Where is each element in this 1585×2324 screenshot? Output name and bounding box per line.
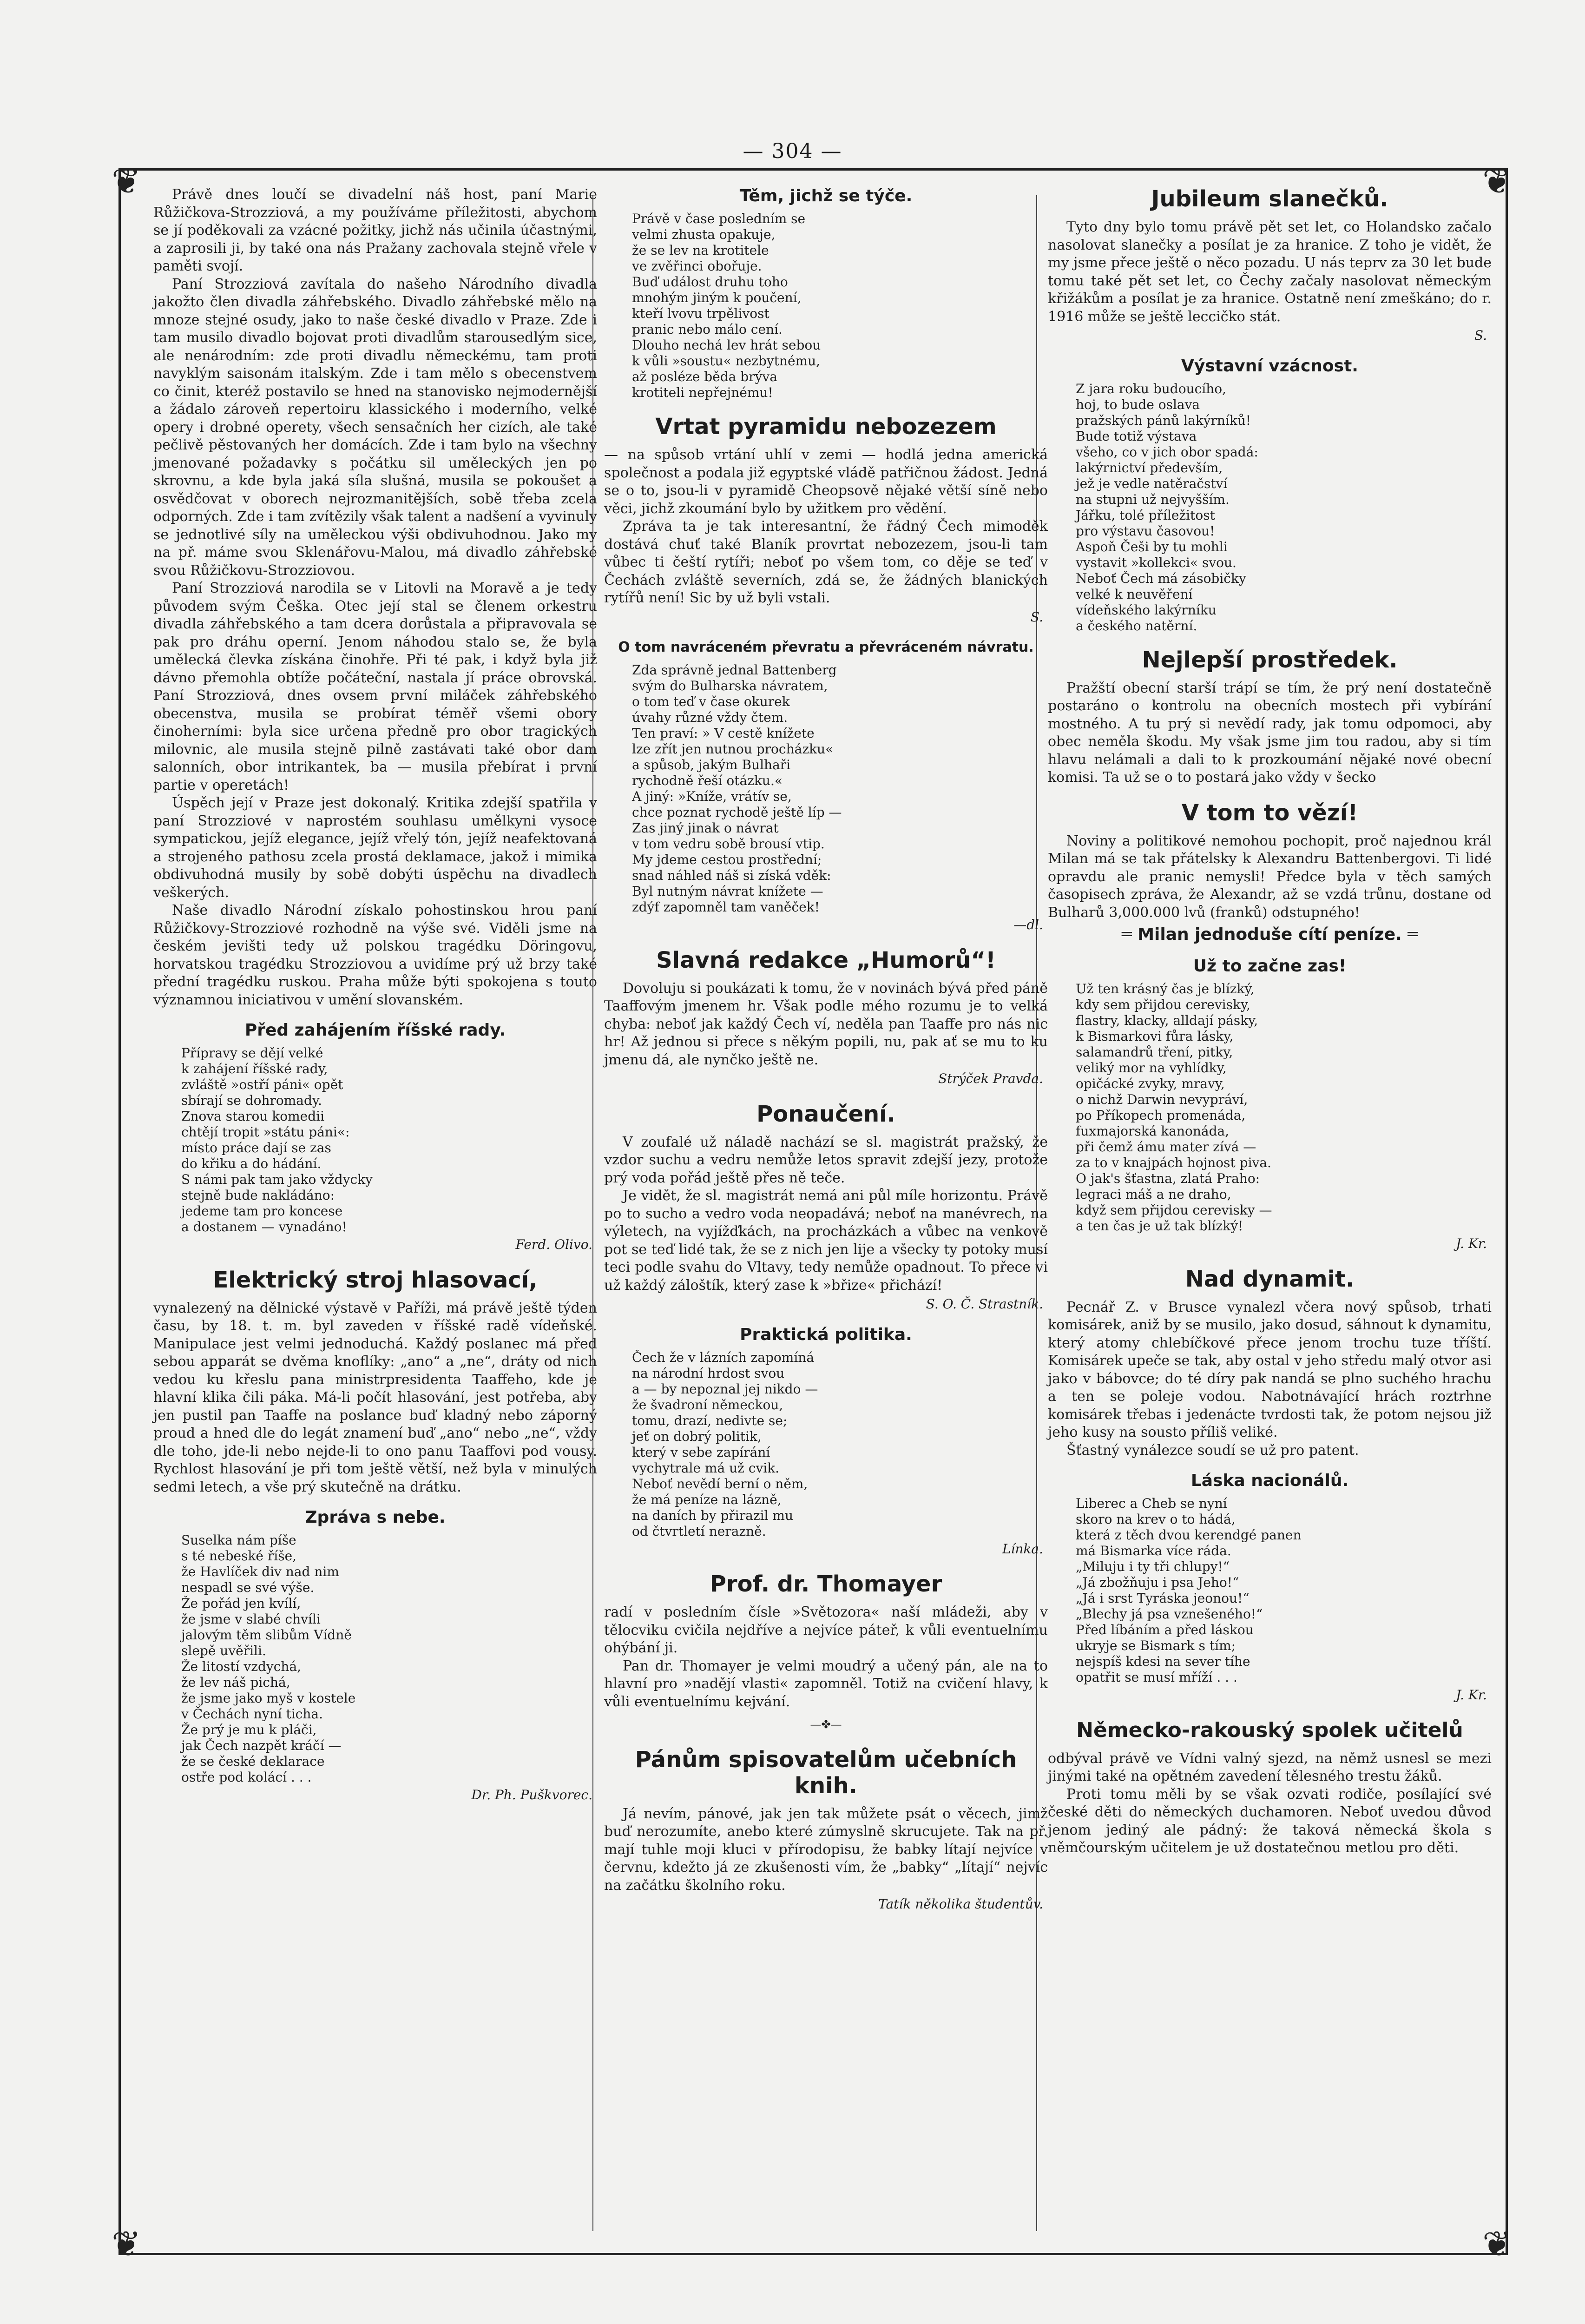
verse-line: hoj, to bude oslava [1076, 396, 1200, 412]
verse-line: o tom teď v čase okurek [632, 694, 790, 709]
poem-title: Těm, jichž se týče. [739, 186, 913, 205]
verse-line: zdýf zapomněl tam vaněček! [632, 899, 820, 915]
paragraph: radí v posledním čísle »Světozora« naší mládeži, aby v tělocviku cvičila nejdříve a nejvíce páteř, k vůli eventuelnímu ohýbání ji. [604, 1604, 1048, 1656]
verse-line: a ten čas je už tak blízký! [1076, 1218, 1243, 1234]
verse-line: kteří lvovu trpělivost [632, 306, 769, 321]
signature: Dr. Ph. Puškvorec. [471, 1787, 592, 1802]
verse-line: snad náhled náš si získá vděk: [632, 868, 831, 883]
poem-verse [181, 1532, 597, 1785]
signature: —dl. [1013, 917, 1043, 932]
verse-line: v tom vedru sobě brousí vtip. [632, 836, 825, 852]
verse-line: lakýrnictví především, [1076, 460, 1223, 475]
verse-line: a dostanem — vynadáno! [181, 1219, 347, 1235]
verse-line: jeť on dobrý politik, [632, 1428, 762, 1444]
verse-line: velmi zhusta opakuje, [632, 227, 776, 242]
verse-line: vídeňského lakýrníku [1076, 602, 1217, 618]
verse-line: v Čechách nyní ticha. [181, 1706, 323, 1722]
tagline [1048, 924, 1492, 945]
verse-line: Z jara roku budoucího, [1076, 381, 1227, 396]
verse-line: opičácké zvyky, mravy, [1076, 1076, 1225, 1091]
verse-line: ve zvěřinci obořuje. [632, 258, 762, 274]
verse-line: Suselka nám píše [181, 1532, 296, 1548]
verse-line: chce poznat rychodě ještě líp — [632, 805, 842, 820]
verse-line: pro výstavu časovou! [1076, 523, 1215, 539]
paragraph: — na spůsob vrtání uhlí v zemi — hodlá jedna americká společnost a podala již egyptské vládě patřičnou žádost. Jedná se o to, jsou-li v pyramidě Cheopsově nějaké větší síně nebo věci, jichž zkoumání bylo by užitkem pro vědění. [604, 447, 1048, 517]
verse-line: My jdeme cestou prostřední; [632, 852, 822, 867]
tagline-bar-icon: ═ [1121, 925, 1138, 944]
corner-ornament-icon: ❦ [1482, 2223, 1512, 2265]
poem-verse [1076, 1496, 1492, 1685]
verse-line: jak Čech nazpět kráčí — [181, 1738, 342, 1753]
verse-line: Znova starou komedii [181, 1109, 325, 1124]
article-title: Slavná redakce „Humorů“! [656, 947, 996, 973]
verse-line: Před líbáním a před láskou [1076, 1622, 1254, 1637]
tagline-bar-icon: ═ [1401, 925, 1418, 944]
column-2 [604, 186, 1048, 1915]
verse-line: že lev náš pichá, [181, 1675, 290, 1690]
signature: S. [1474, 328, 1487, 343]
column-1 [153, 186, 597, 1806]
paragraph: Pecnář Z. v Brusce vynalezl včera nový spůsob, trhati komisárek, aniž by se musilo, jako dosud, sáhnout k dynamitu, který atomy chlebíčkové přece jenom trochu tuze tříští. Komisárek upeče se tak, aby ostal v jeho středu malý otvor asi jako v bábovce; do té díry pak nandá se plno suchého hrachu a ten se poleje vodou. Nabotnávající hrách roztrhne komisárek třebas i jedenácte tvrdosti tak, že potom nejsou již jeho kusy na sousto příliš veliké. [1048, 1299, 1492, 1440]
signature: S. O. Č. Strastník. [926, 1296, 1043, 1312]
verse-line: mnohým jiným k poučení, [632, 290, 802, 305]
verse-line: zvláště »ostří páni« opět [181, 1077, 343, 1092]
verse-line: a spůsob, jakým Bulhaři [632, 757, 791, 772]
paragraph: odbýval právě ve Vídni valný sjezd, na němž usnesl se mezi jinými také na opětném zavedení tělesného trestu žáků. [1048, 1750, 1492, 1784]
verse-line: „Blechy já psa vznešeného!“ [1076, 1606, 1263, 1622]
verse-line: „Já zbožňuju i psa Jeho!“ [1076, 1575, 1239, 1590]
verse-line: jedeme tam pro koncese [181, 1203, 343, 1219]
verse-line: když sem přijdou cerevisky — [1076, 1202, 1272, 1218]
verse-line: Zda správně jednal Battenberg [632, 662, 837, 678]
signature: J. Kr. [1456, 1236, 1487, 1251]
paragraph: Právě dnes loučí se divadelní náš host, paní Marie Růžičkova-Strozziová, a my používáme příležitosti, abychom se jí poděkovali za vzácné požitky, jichž nás učinila účastnými, a zaprosili ji, by také ona nás Pražany zachovala stejně vřele v paměti svojí. [153, 186, 597, 274]
verse-line: k zahájení říšské rady, [181, 1061, 328, 1076]
verse-line: Dlouho nechá lev hrát sebou [632, 337, 821, 353]
verse-line: že jsme jako myš v kostele [181, 1690, 356, 1706]
verse-line: Neboť nevědí berní o něm, [632, 1476, 808, 1492]
verse-line: kdy sem přijdou cerevisky, [1076, 997, 1250, 1012]
paragraph: Naše divadlo Národní získalo pohostinskou hrou paní Růžičkovy-Strozziové rozhodně na výše své. Viděli jsme na českém jevišti tedy už polskou tragédku Döringovu, horvatskou tragédku Strozziovou a uvidíme prý už brzy také přední tragédku ruskou. Praha může býti spokojena s touto významnou iniciativou v umění slovanském. [153, 902, 597, 1008]
verse-line: že se české deklarace [181, 1754, 325, 1769]
verse-line: že Havlíček div nad nim [181, 1564, 339, 1579]
verse-line: slepě uvěřili. [181, 1643, 266, 1658]
poem-title: Láska nacionálů. [1190, 1471, 1349, 1490]
signature: J. Kr. [1456, 1687, 1487, 1703]
verse-line: Aspoň Češi by tu mohli [1076, 539, 1228, 555]
verse-line: sbírají se dohromady. [181, 1093, 322, 1108]
verse-line: salamandrů tření, pitky, [1076, 1044, 1233, 1060]
verse-line: „Miluju i ty tři chlupy!“ [1076, 1559, 1230, 1574]
paragraph: Tyto dny bylo tomu právě pět set let, co Holandsko začalo nasolovat slanečky a posílat je za hranice. Z toho je vidět, že my jsme přece ještě o něco pozadu. U nás teprv za 30 let bude tomu také pět set let, co Čechy začaly nasolovat německým křižákům a posílat je za hranice. Ostatně není zmeškáno; do r. 1916 může se ještě leccičko stát. [1048, 219, 1492, 325]
corner-ornament-icon: ❦ [112, 160, 141, 202]
paragraph: Paní Strozziová narodila se v Litovli na Moravě a je tedy původem svým Češka. Otec její stal se členem orkestru divadla záhřebského a tam dcera dorůstala a připravovala se pak pro dráhu operní. Jenom náhodou stalo se, že byla umělecká člevka získána činohře. Při té pak, i když byla již dávno přemohla obtíže počáteční, nastala jí práce obrovská. Paní Strozziová, dnes ovsem první miláček záhřebského obecenstva, musila se probírat téměř všemi obory činoherními: byla sice určena předně pro obor tragických milovnic, ale musila stejně pilně zastávati také obor dam salonních, obor intrikantek, ba — musila přebírat i první partie v operetách! [153, 580, 597, 793]
verse-line: vychytrale má už cvik. [632, 1460, 780, 1476]
verse-line: při čemž ámu mater zívá — [1076, 1139, 1256, 1155]
verse-line: Že pořád jen kvílí, [181, 1596, 301, 1611]
corner-ornament-icon: ❦ [112, 2223, 141, 2265]
verse-line: jalovým těm slibům Vídně [181, 1627, 352, 1643]
verse-line: flastry, klacky, alldají pásky, [1076, 1013, 1258, 1028]
verse-line: Právě v čase posledním se [632, 211, 806, 226]
verse-line: ostře pod kolácí . . . [181, 1769, 312, 1785]
verse-line: vystavit »kollekci« svou. [1076, 555, 1236, 570]
verse-line: krotiteli nepřejnému! [632, 385, 773, 400]
article-title: Elektrický stroj hlasovací, [213, 1267, 538, 1293]
article-title: Pánům spisovatelům učebních knih. [635, 1746, 1017, 1799]
verse-line: lze zřít jen nutnou procházku« [632, 741, 834, 757]
article-title: Prof. dr. Thomayer [710, 1571, 942, 1597]
verse-line: fuxmajorská kanonáda, [1076, 1123, 1230, 1139]
verse-line: který v sebe zapírání [632, 1444, 770, 1460]
verse-line: s té nebeské říše, [181, 1548, 297, 1564]
verse-line: skoro na krev o to hádá, [1076, 1512, 1236, 1527]
verse-line: že má peníze na lázně, [632, 1492, 782, 1507]
paragraph: Pražští obecní starší trápí se tím, že prý není dostatečně postaráno o kontrolu na obecních mostech při vybírání mostného. A tu prý si nevědí rady, jak tomu odpomoci, aby obec neměla škodu. My však jsme jim tou radou, aby si tím hlavu nelámali a dali to k prozkoumání nějaké nové obecní komisi. Ta už se o to postará jako vždy v šecko [1048, 680, 1492, 786]
verse-line: Ten praví: » V cestě knížete [632, 726, 815, 741]
verse-line: a — by nepoznal jej nikdo — [632, 1381, 818, 1397]
poem-title: Zpráva s nebe. [305, 1508, 446, 1527]
signature: Ferd. Olivo. [515, 1237, 592, 1252]
verse-line: velké k neuvěření [1076, 586, 1193, 602]
verse-line: k Bismarkovi fůra lásky, [1076, 1029, 1234, 1044]
verse-line: za to v knajpách hojnost piva. [1076, 1155, 1271, 1170]
lead-article [153, 186, 597, 1009]
paragraph: Dovoluju si poukázati k tomu, že v novinách bývá před páně Taaffovým jmenem hr. Však podle mého rozumu je to velká chyba: neboť jak každý Čech ví, neděla pan Taaffe pro nás nic hr! Až jednou si přece s někým popili, nu, pak ať se mu to ku jmenu dá, ale nynčko ještě ne. [604, 980, 1048, 1068]
verse-line: až posléze běda brýva [632, 369, 777, 384]
verse-line: ukryje se Bismark s tím; [1076, 1638, 1236, 1653]
verse-line: chtějí tropit »státu páni«: [181, 1124, 350, 1140]
verse-line: má Bismarka více ráda. [1076, 1543, 1231, 1558]
verse-line: O jak's šťastna, zlatá Praho: [1076, 1171, 1260, 1186]
verse-line: Zas jiný jinak o návrat [632, 820, 779, 836]
poem-verse [1076, 381, 1492, 634]
verse-line: nespadl se své výše. [181, 1580, 315, 1595]
signature: S. [1030, 609, 1043, 625]
verse-line: k vůli »soustu« nezbytnému, [632, 353, 821, 369]
paragraph: Je vidět, že sl. magistrát nemá ani půl míle horizontu. Právě po to sucho a vedro voda neopadává; neboť na manévrech, na výletech, na vyjížďkách, na procházkách a vůbec na venkově pot se teď lidé tak, že se z nich jen lije a všecky ty potoky musí teci podle svahu do Vltavy, tedy nemůže opadnout. To přece vi už každý záloštík, který zase k »břize« přichází! [604, 1188, 1048, 1294]
verse-line: Neboť Čech má zásobičky [1076, 570, 1246, 586]
verse-line: která z těch dvou kerendgé panen [1076, 1527, 1302, 1543]
verse-line: že švadroní německou, [632, 1397, 783, 1413]
verse-line: pražských pánů lakýrníků! [1076, 412, 1251, 428]
verse-line: na stupni už nejvyšším. [1076, 491, 1230, 507]
article-title: Ponaučení. [756, 1101, 895, 1127]
verse-line: nejspíš kdesi na sever tíhe [1076, 1654, 1250, 1669]
verse-line: Že litostí vzdychá, [181, 1659, 302, 1674]
verse-line: „Já i srst Tyráska jeonou!“ [1076, 1591, 1250, 1606]
article-title: V tom to vězí! [1181, 799, 1358, 826]
article-title: Německo-rakouský spolek učitelů [1076, 1718, 1463, 1742]
verse-line: Už ten krásný čas je blízký, [1076, 981, 1255, 997]
verse-line: Buď událost druhu toho [632, 274, 788, 290]
verse-line: od čtvrtletí nerazně. [632, 1523, 766, 1539]
verse-line: S námi pak tam jako vždycky [181, 1172, 373, 1187]
paragraph: Proti tomu měli by se však ozvati rodiče, posílající své české děti do německých duchamoren. Neboť uvedou důvod jenom jediný ale pádný: že taková německá škola s němčourským učitelem je už dostatečnou metlou pro děti. [1048, 1786, 1492, 1856]
verse-line: Přípravy se dějí velké [181, 1045, 323, 1061]
verse-line: na národní hrdost svou [632, 1365, 785, 1381]
verse-line: rychodně řeší otázku.« [632, 773, 783, 788]
verse-line: úvahy různé vždy čtem. [632, 710, 788, 725]
verse-line: do křiku a do hádání. [181, 1156, 322, 1171]
poem-title: Výstavní vzácnost. [1181, 356, 1358, 376]
verse-line: že jsme v slabé chvíli [181, 1611, 321, 1627]
signature: Tatík několika študentův. [878, 1896, 1043, 1912]
paragraph: Úspěch její v Praze jest dokonalý. Kritika zdejší spatřila v paní Strozziové v naprostém souhlasu umělkyni vysoce sympatickou, jejíž elegance, jejíž vřelý tón, jejíž neafektovaná a strojeného pathosu zcela prostá deklamace, jakož i mimika obdivuhodná musily by sobě dobýti úspěchu na divadlech veškerých. [153, 795, 597, 901]
separator-ornament-icon: —✤— [810, 1718, 842, 1731]
verse-line: o nichž Darwin nevypráví, [1076, 1092, 1248, 1107]
article-title: Vrtat pyramidu nebozezem [655, 414, 997, 440]
verse-line: a českého natěrní. [1076, 618, 1197, 634]
corner-ornament-icon: ❦ [1482, 160, 1512, 202]
paragraph: Pan dr. Thomayer je velmi moudrý a učený pán, ale na to hlavní pro »nadějí vlasti« zapomněl. Totiž na cvičení hlavy, k vůli eventuelnímu kejvání. [604, 1657, 1048, 1710]
paragraph: Šťastný vynálezce soudí se už pro patent. [1066, 1442, 1359, 1459]
verse-line: pranic nebo málo cení. [632, 322, 783, 337]
verse-line: Že prý je mu k pláči, [181, 1722, 317, 1737]
paragraph: Já nevím, pánové, jak jen tak můžete psát o věcech, jimž buď nerozumíte, anebo které zúmyslně skrucujete. Tak na př. mají tuhle moji kluci v přírodopisu, že babky lítají nejvíce v červnu, kdežto já ze zkušenosti vím, že „babky“ „lítají“ nejvíc na začátku školního roku. [604, 1805, 1048, 1894]
paragraph: Zpráva ta je tak interesantní, že řádný Čech mimoděk dostává chuť také Blaník provrtat nebozezem, jsou-li tam vůbec ti čeští rytíři; neboť po všem tom, co děje se teď v Čechách zvláště severních, zdá se, že žádných blanických rytířů není! Sic by už byli vstali. [604, 518, 1048, 606]
verse-line: Jářku, tolé příležitost [1076, 507, 1215, 523]
verse-line: Bude totiž výstava [1076, 428, 1197, 444]
article-title: Nad dynamit. [1185, 1266, 1355, 1292]
poem-title: O tom navráceném převratu a převráceném návratu. [618, 639, 1034, 655]
column-3 [1048, 186, 1492, 1857]
verse-line: Čech že v lázních zapomíná [632, 1349, 815, 1365]
verse-line: A jiný: »Kníže, vrátív se, [632, 789, 792, 804]
verse-line: stejně bude nakládáno: [181, 1188, 335, 1203]
tagline-text: Milan jednoduše cítí peníze. [1138, 925, 1402, 944]
poem-title: Praktická politika. [740, 1325, 912, 1344]
paragraph: vynalezený na dělnické výstavě v Paříži, má právě ještě týden času, by 18. t. m. byl zaveden v říšské radě vídeňské. Manipulace jest velmi jednoduchá. Každý poslanec má před sebou apparát se dvěma knoflíky: „ano“ a „ne“, dráty od nich vedou ku křeslu pana ministrpresidenta Taaffeho, kde je hlavní klika čili páka. Má-li počít hlasování, jest potřeba, aby jen pustil pan Taaffe na poslance buď kladný nebo záporný proud a hned dle do legát znamení buď „ano“ nebo „ne“, vždy dle toho, jde-li nebo nejde-li to ono panu Taaffovi pod vousy. Rychlost hlasování je při tom ještě větší, než byla v minulých sedmi letech, a vše prý skutečně na drátku. [153, 1300, 597, 1495]
verse-line: všeho, co v jich obor spadá: [1076, 444, 1258, 460]
verse-line: že se lev na krotitele [632, 243, 769, 258]
poem-verse [632, 1350, 1048, 1539]
signature: Strýček Pravda. [938, 1071, 1043, 1086]
paragraph: Paní Strozziová zavítala do našeho Národního divadla jakožto člen divadla záhřebského. Divadlo záhřebské mělo na mnoze stejné osudy, jako to naše české divadlo v Praze. Zde i tam musilo divadlo bojovat proti divadlům starousedlým sice, ale nenárodním: zde proti divadlu německému, tam proti navyklým saisonám italským. Zde i tam mělo s obecenstvem co činit, kteréž postavilo se hned na stanovisko nejmodernější a žádalo zároveň repertoiru klassického i moderního, velké opery i drobné operety, všech sensačních her cizích, ale také pečlivě pěstovaných her domácích. Zde i tam bylo na všechny jmenované požadavky s počátku sil uměleckých jen po skrovnu, a kde byla jaká síla slušná, musila se pokoušet a osvědčovat v oborech nejrozmanitějších, sobě třeba zcela odporných. Zde i tam zvítězily však talent a nadšení a vyvinuly se jednotlivé síly na uměleckou výši obdivuhodnou. Jako my na př. máme svou Sklenářovu-Malou, má divadlo záhřebské svou Růžičkovu-Strozziovou. [153, 276, 597, 579]
article-title: Jubileum slanečků. [1151, 186, 1388, 212]
article-title: Nejlepší prostředek. [1142, 647, 1398, 673]
paragraph: Noviny a politikové nemohou pochopit, proč najednou král Milan má se tak přátelsky k Alexandru Battenbergovi. Ti lidé opravdu ale pranic nemysli! Předce byla v těch samých časopisech zpráva, že Alexandr, až se vzdá trůnu, dostane od Bulharů 3,000.000 lvů (franků) odstupného! [1048, 832, 1492, 921]
poem-title: Před zahájením říšské rady. [244, 1021, 506, 1040]
poem-verse [632, 211, 1048, 401]
verse-line: jež je vedle natěračství [1076, 475, 1228, 491]
poem-verse [1076, 981, 1492, 1234]
verse-line: legraci máš a ne draho, [1076, 1187, 1231, 1202]
verse-line: opatřit se musí mříží . . . [1076, 1670, 1237, 1685]
verse-line: na daních by přirazil mu [632, 1507, 793, 1523]
poem-title: Už to začne zas! [1193, 957, 1347, 976]
signature: Línka. [1002, 1541, 1043, 1557]
verse-line: Liberec a Cheb se nyní [1076, 1496, 1227, 1511]
verse-line: svým do Bulharska návratem, [632, 678, 828, 693]
verse-line: místo práce dají se zas [181, 1140, 331, 1155]
page-number: — 304 — [743, 139, 842, 163]
poem-verse [632, 662, 1048, 915]
verse-line: po Příkopech promenáda, [1076, 1108, 1246, 1123]
poem-verse [181, 1045, 597, 1235]
verse-line: Byl nutným návrat knížete — [632, 884, 823, 899]
verse-line: veliký mor na vyhlídky, [1076, 1060, 1227, 1076]
verse-line: tomu, drazí, nedivte se; [632, 1413, 788, 1428]
paragraph: V zoufalé už náladě nachází se sl. magistrát pražský, že vzdor suchu a vedru nemůže letos spravit zdejší jezy, protože prý voda pořád ještě přes ně teče. [604, 1134, 1048, 1186]
